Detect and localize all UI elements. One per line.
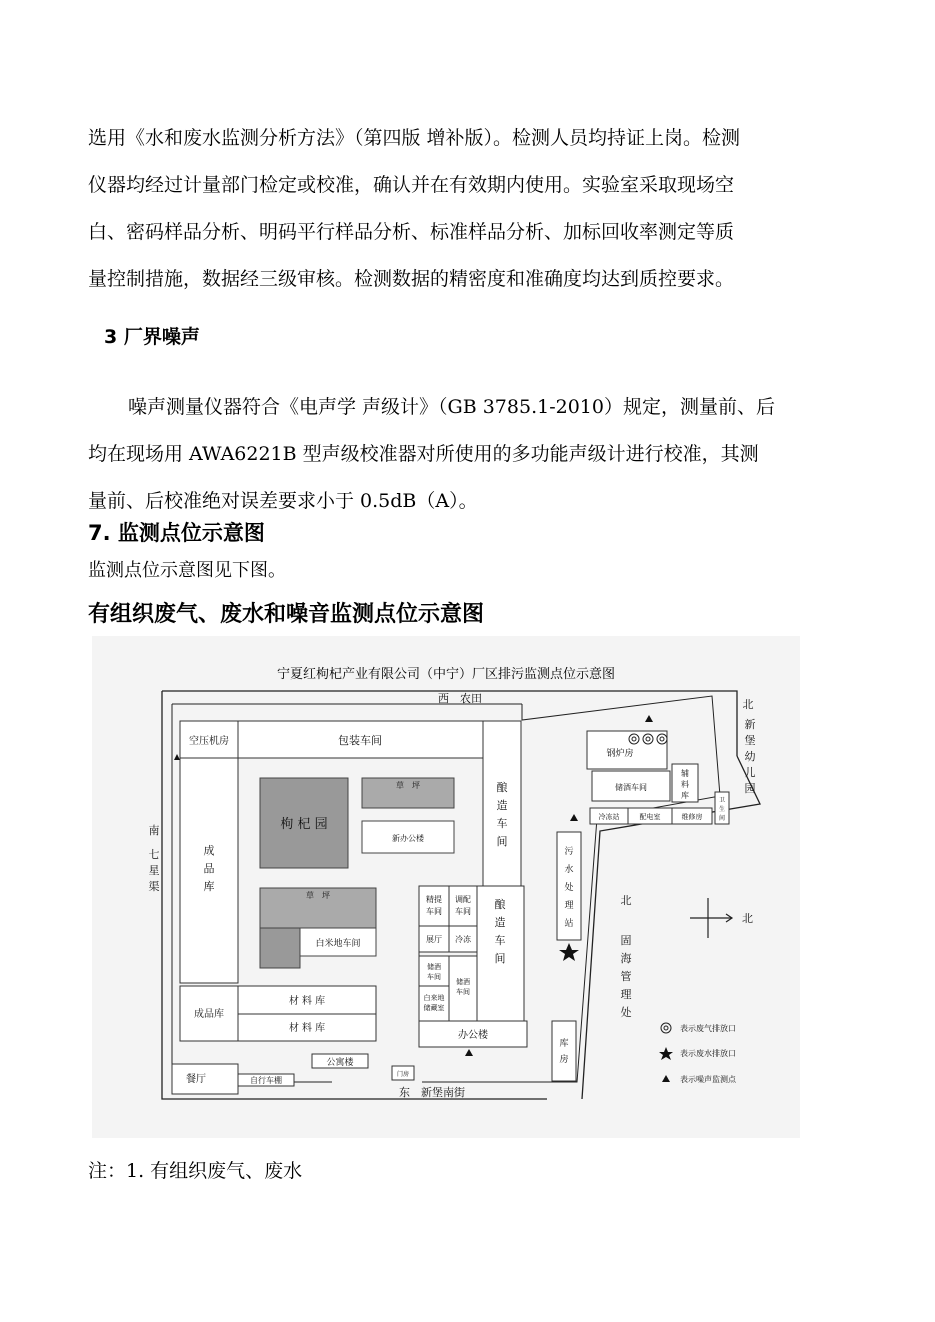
site-map-figure (92, 636, 800, 1138)
building-label: 办公楼 (458, 1030, 488, 1041)
building-label: 车 (496, 817, 508, 830)
building-blending (449, 886, 477, 926)
building-label: 自行车棚 (250, 1076, 282, 1085)
site-map (92, 636, 800, 1138)
road-label-north: 园 (744, 782, 756, 795)
road-label-south: 南 (148, 824, 160, 837)
road-label-north: 新 (744, 718, 756, 731)
text-line: 均在现场用 AWA6221B 型声级校准器对所使用的多功能声级计进行校准，其测 (88, 443, 759, 465)
wastewater-outlet-icon (659, 1047, 673, 1060)
building-label: 枸 杞 园 (280, 817, 328, 832)
legend-label: 表示噪声监测点 (680, 1075, 736, 1084)
road-label-north: 北 (742, 698, 754, 711)
building-label: 理 (564, 901, 574, 911)
building-label: 包装车间 (338, 734, 382, 747)
legend-label: 表示废气排放口 (680, 1024, 736, 1033)
building-label: 北 (620, 894, 632, 907)
building-label: 白米地车间 (315, 939, 361, 949)
quality-control-paragraph (88, 115, 853, 303)
building-label: 调配 (455, 895, 471, 904)
boundary-line (582, 756, 760, 1099)
building-label: 展厅 (426, 935, 442, 944)
building-refining (419, 886, 449, 926)
building-label: 钢炉房 (606, 749, 634, 759)
building-label: 水 (564, 865, 574, 875)
building-label: 草 坪 (306, 891, 330, 900)
building-label: 储酒 (427, 963, 441, 971)
legend (659, 1023, 737, 1084)
building-label: 冷冻站 (598, 813, 620, 821)
road-label-north: 儿 (744, 766, 756, 779)
warehouse (552, 1021, 576, 1081)
building-label: 污 (564, 847, 574, 857)
building-label: 间 (494, 952, 506, 965)
building-label: 间 (718, 815, 726, 822)
building-label: 车间 (426, 907, 442, 916)
building-label: 配电室 (639, 813, 661, 821)
building-label: 公寓楼 (326, 1058, 354, 1068)
building-label: 品 (203, 862, 215, 875)
building-label: 生 (718, 806, 726, 813)
compass-label: 北 (742, 912, 753, 925)
building-label: 车 (494, 934, 506, 947)
section-heading-noise: 3 厂界噪声 (104, 326, 200, 348)
building-label: 车间 (427, 973, 441, 981)
building-label: 理 (620, 988, 632, 1001)
building-label: 库 (559, 1039, 569, 1049)
building-label: 固 (620, 934, 632, 947)
building-label: 维修房 (681, 813, 703, 821)
text-line: 白、密码样品分析、明码平行样品分析、标准样品分析、加标回收率测定等质 (88, 221, 735, 243)
map-title: 宁夏红枸杞产业有限公司（中宁）厂区排污监测点位示意图 (276, 667, 616, 682)
building-label: 辅 (681, 769, 689, 778)
lawn-2-part (260, 928, 300, 968)
noise-point-icon (645, 715, 653, 722)
noise-paragraph (88, 384, 853, 525)
building-label: 库 (681, 791, 689, 800)
exhaust-outlet-icon (661, 1023, 671, 1033)
noise-point-icon (570, 814, 578, 821)
building-label: 酿 (494, 898, 506, 911)
building-label: 站 (564, 919, 574, 929)
building-label: 料 (681, 780, 689, 789)
north-arrow-icon (690, 898, 732, 938)
building-label: 房 (559, 1055, 569, 1065)
text-line: 量前、后校准绝对误差要求小于 0.5dB（A）。 (88, 490, 478, 512)
building-label: 海 (620, 952, 632, 965)
building-label: 精提 (426, 895, 442, 904)
building-label: 车间 (455, 907, 471, 916)
building-label: 储酒 (456, 978, 470, 986)
text-line: 仪器均经过计量部门检定或校准，确认并在有效期内使用。实验室采取现场空 (88, 174, 735, 196)
building-label: 冷冻 (455, 935, 471, 944)
section-heading-monitoring-points: 7. 监测点位示意图 (88, 521, 265, 545)
building-label: 白来地 (423, 994, 445, 1002)
building-label: 库 (203, 880, 215, 893)
wastewater-outlet-icon (559, 943, 579, 961)
noise-point-icon (174, 754, 180, 760)
building-label: 餐厅 (186, 1074, 206, 1085)
building-label: 空压机房 (189, 736, 229, 747)
building-label: 储藏室 (423, 1004, 445, 1012)
legend-label: 表示废水排放口 (680, 1049, 736, 1058)
text-line: 选用《水和废水监测分析方法》（第四版 增补版）。检测人员均持证上岗。检测 (88, 127, 741, 149)
building-label: 车间 (456, 988, 470, 996)
building-label: 新办公楼 (392, 834, 424, 843)
building-label: 门房 (396, 1071, 410, 1078)
text-line: 量控制措施，数据经三级审核。检测数据的精密度和准确度均达到质控要求。 (88, 268, 735, 290)
road-label-north: 堡 (744, 734, 756, 747)
noise-point-icon (465, 1049, 473, 1056)
building-label: 间 (496, 835, 508, 848)
building-label: 管 (620, 970, 632, 983)
building-label: 材 料 库 (288, 996, 326, 1007)
building-label: 造 (494, 916, 506, 929)
building-storage-wine (419, 956, 449, 986)
building-label: 卫 (718, 797, 726, 804)
intro-text: 监测点位示意图见下图。 (88, 560, 286, 581)
figure-heading: 有组织废气、废水和噪音监测点位示意图 (88, 602, 485, 627)
road-label-east: 东 新堡南街 (399, 1086, 465, 1099)
building-label: 成品库 (194, 1009, 224, 1020)
building-label: 酿 (496, 781, 508, 794)
building-label: 储酒车间 (615, 783, 647, 792)
road-label-south: 七 (148, 848, 160, 861)
building-label: 处 (620, 1006, 632, 1019)
building-label: 草 坪 (396, 781, 420, 790)
road-label-north: 幼 (744, 750, 756, 763)
noise-point-icon (662, 1075, 670, 1082)
note-text: 注：1. 有组织废气、废水 (88, 1160, 303, 1182)
building-label: 成 (203, 844, 215, 857)
road-label-south: 星 (148, 864, 160, 877)
building-label: 材 料 库 (288, 1023, 326, 1034)
text-line: 噪声测量仪器符合《电声学 声级计》（GB 3785.1-2010）规定，测量前、后 (128, 396, 775, 418)
road-label-south: 渠 (148, 880, 160, 893)
building-label: 造 (496, 799, 508, 812)
building-label: 处 (564, 883, 574, 893)
road-label-west: 西 农田 (438, 692, 482, 705)
